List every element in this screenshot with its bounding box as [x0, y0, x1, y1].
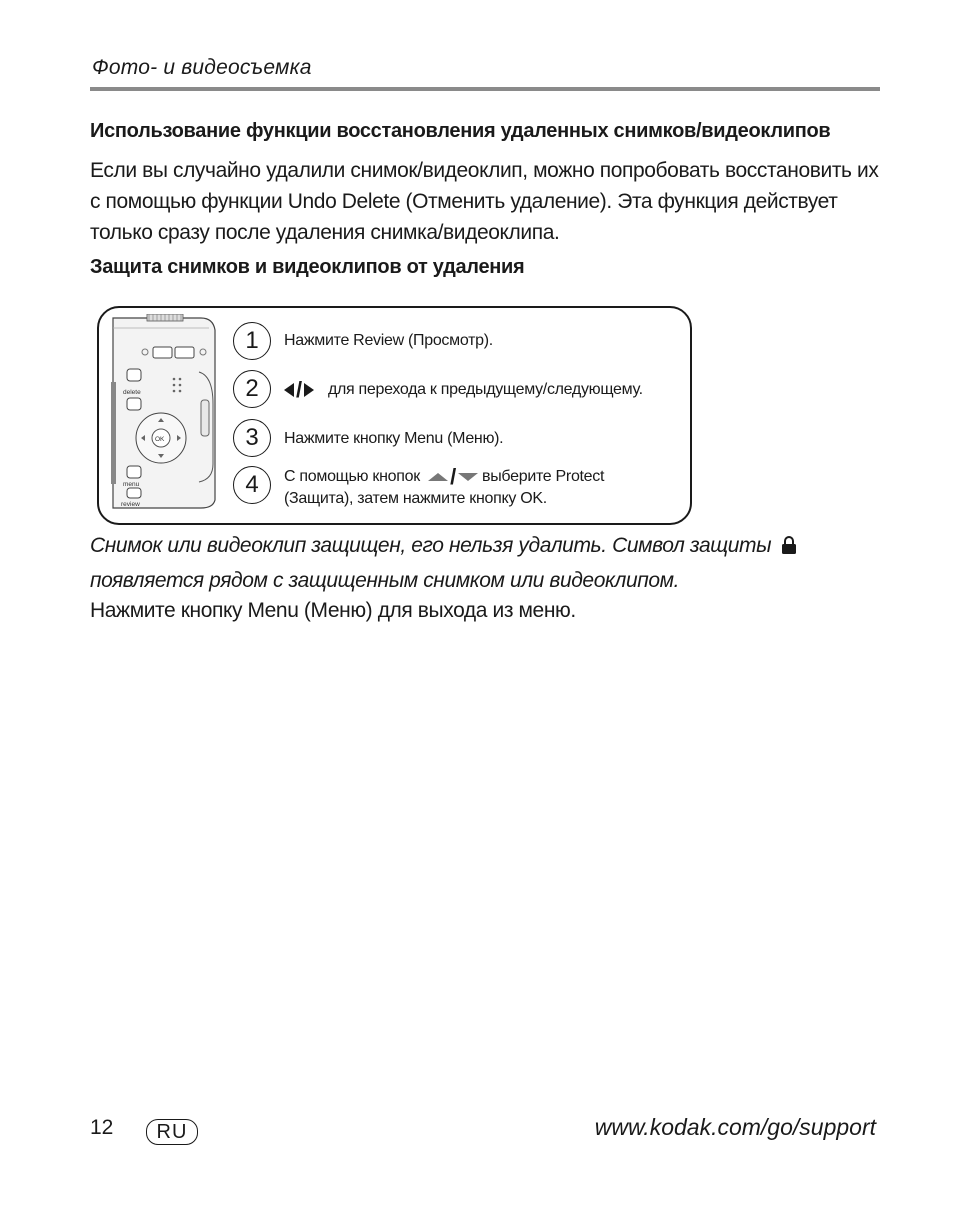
steps-box	[97, 306, 692, 525]
down-arrow-icon	[458, 473, 478, 481]
step-3	[233, 419, 683, 459]
step-4-line-1	[284, 466, 604, 488]
right-arrow-icon	[304, 383, 314, 397]
step-text: выберите Protect	[482, 468, 605, 486]
page-number: 12	[90, 1116, 114, 1139]
lock-icon	[781, 533, 797, 565]
note-line-1	[90, 530, 850, 565]
header-rule	[90, 87, 880, 91]
section-heading-undo-delete: Использование функции восстановления удаленных снимков/видеоклипов	[90, 120, 831, 142]
left-arrow-icon	[284, 383, 294, 397]
step-number: 1	[233, 322, 271, 360]
language-badge: RU	[146, 1119, 198, 1145]
step-4-content	[284, 466, 604, 510]
step-2	[233, 370, 683, 410]
protection-note	[90, 530, 850, 597]
support-url[interactable]: www.kodak.com/go/support	[594, 1114, 876, 1140]
step-text: С помощью кнопок	[284, 468, 420, 486]
camera-menu-label: menu	[123, 481, 140, 488]
slash-separator: /	[296, 377, 302, 402]
step-number: 4	[233, 466, 271, 504]
step-text: Нажмите кнопку Menu (Меню).	[284, 430, 504, 447]
step-4	[233, 466, 683, 506]
camera-illustration	[109, 314, 222, 510]
undo-delete-paragraph	[90, 155, 890, 248]
step-text: Нажмите Review (Просмотр).	[284, 332, 493, 349]
note-text: Снимок или видеоклип защищен, его нельзя удалить. Символ защиты	[90, 534, 772, 557]
paragraph-line: только сразу после удаления снимка/видеоклипа.	[90, 221, 560, 244]
slash-separator: /	[450, 464, 456, 489]
paragraph-line: Если вы случайно удалили снимок/видеоклип, можно попробовать восстановить их	[90, 159, 879, 182]
step-text: (Защита), затем нажмите кнопку OK.	[284, 490, 547, 508]
section-heading-protect: Защита снимков и видеоклипов от удаления	[90, 256, 525, 278]
step-text: для перехода к предыдущему/следующему.	[327, 381, 643, 399]
camera-delete-label: delete	[123, 389, 141, 396]
step-2-content	[284, 379, 643, 401]
step-1	[233, 322, 683, 362]
step-number: 3	[233, 419, 271, 457]
camera-review-label: review	[121, 501, 140, 508]
paragraph-line: с помощью функции Undo Delete (Отменить удаление). Эта функция действует	[90, 190, 838, 213]
up-arrow-icon	[428, 473, 448, 481]
camera-ok-label: OK	[155, 436, 165, 443]
page-header-title: Фото- и видеосъемка	[92, 56, 312, 79]
note-line-2: появляется рядом с защищенным снимком или видеоклипом.	[90, 569, 680, 592]
exit-menu-text: Нажмите кнопку Menu (Меню) для выхода из меню.	[90, 599, 576, 622]
step-number: 2	[233, 370, 271, 408]
